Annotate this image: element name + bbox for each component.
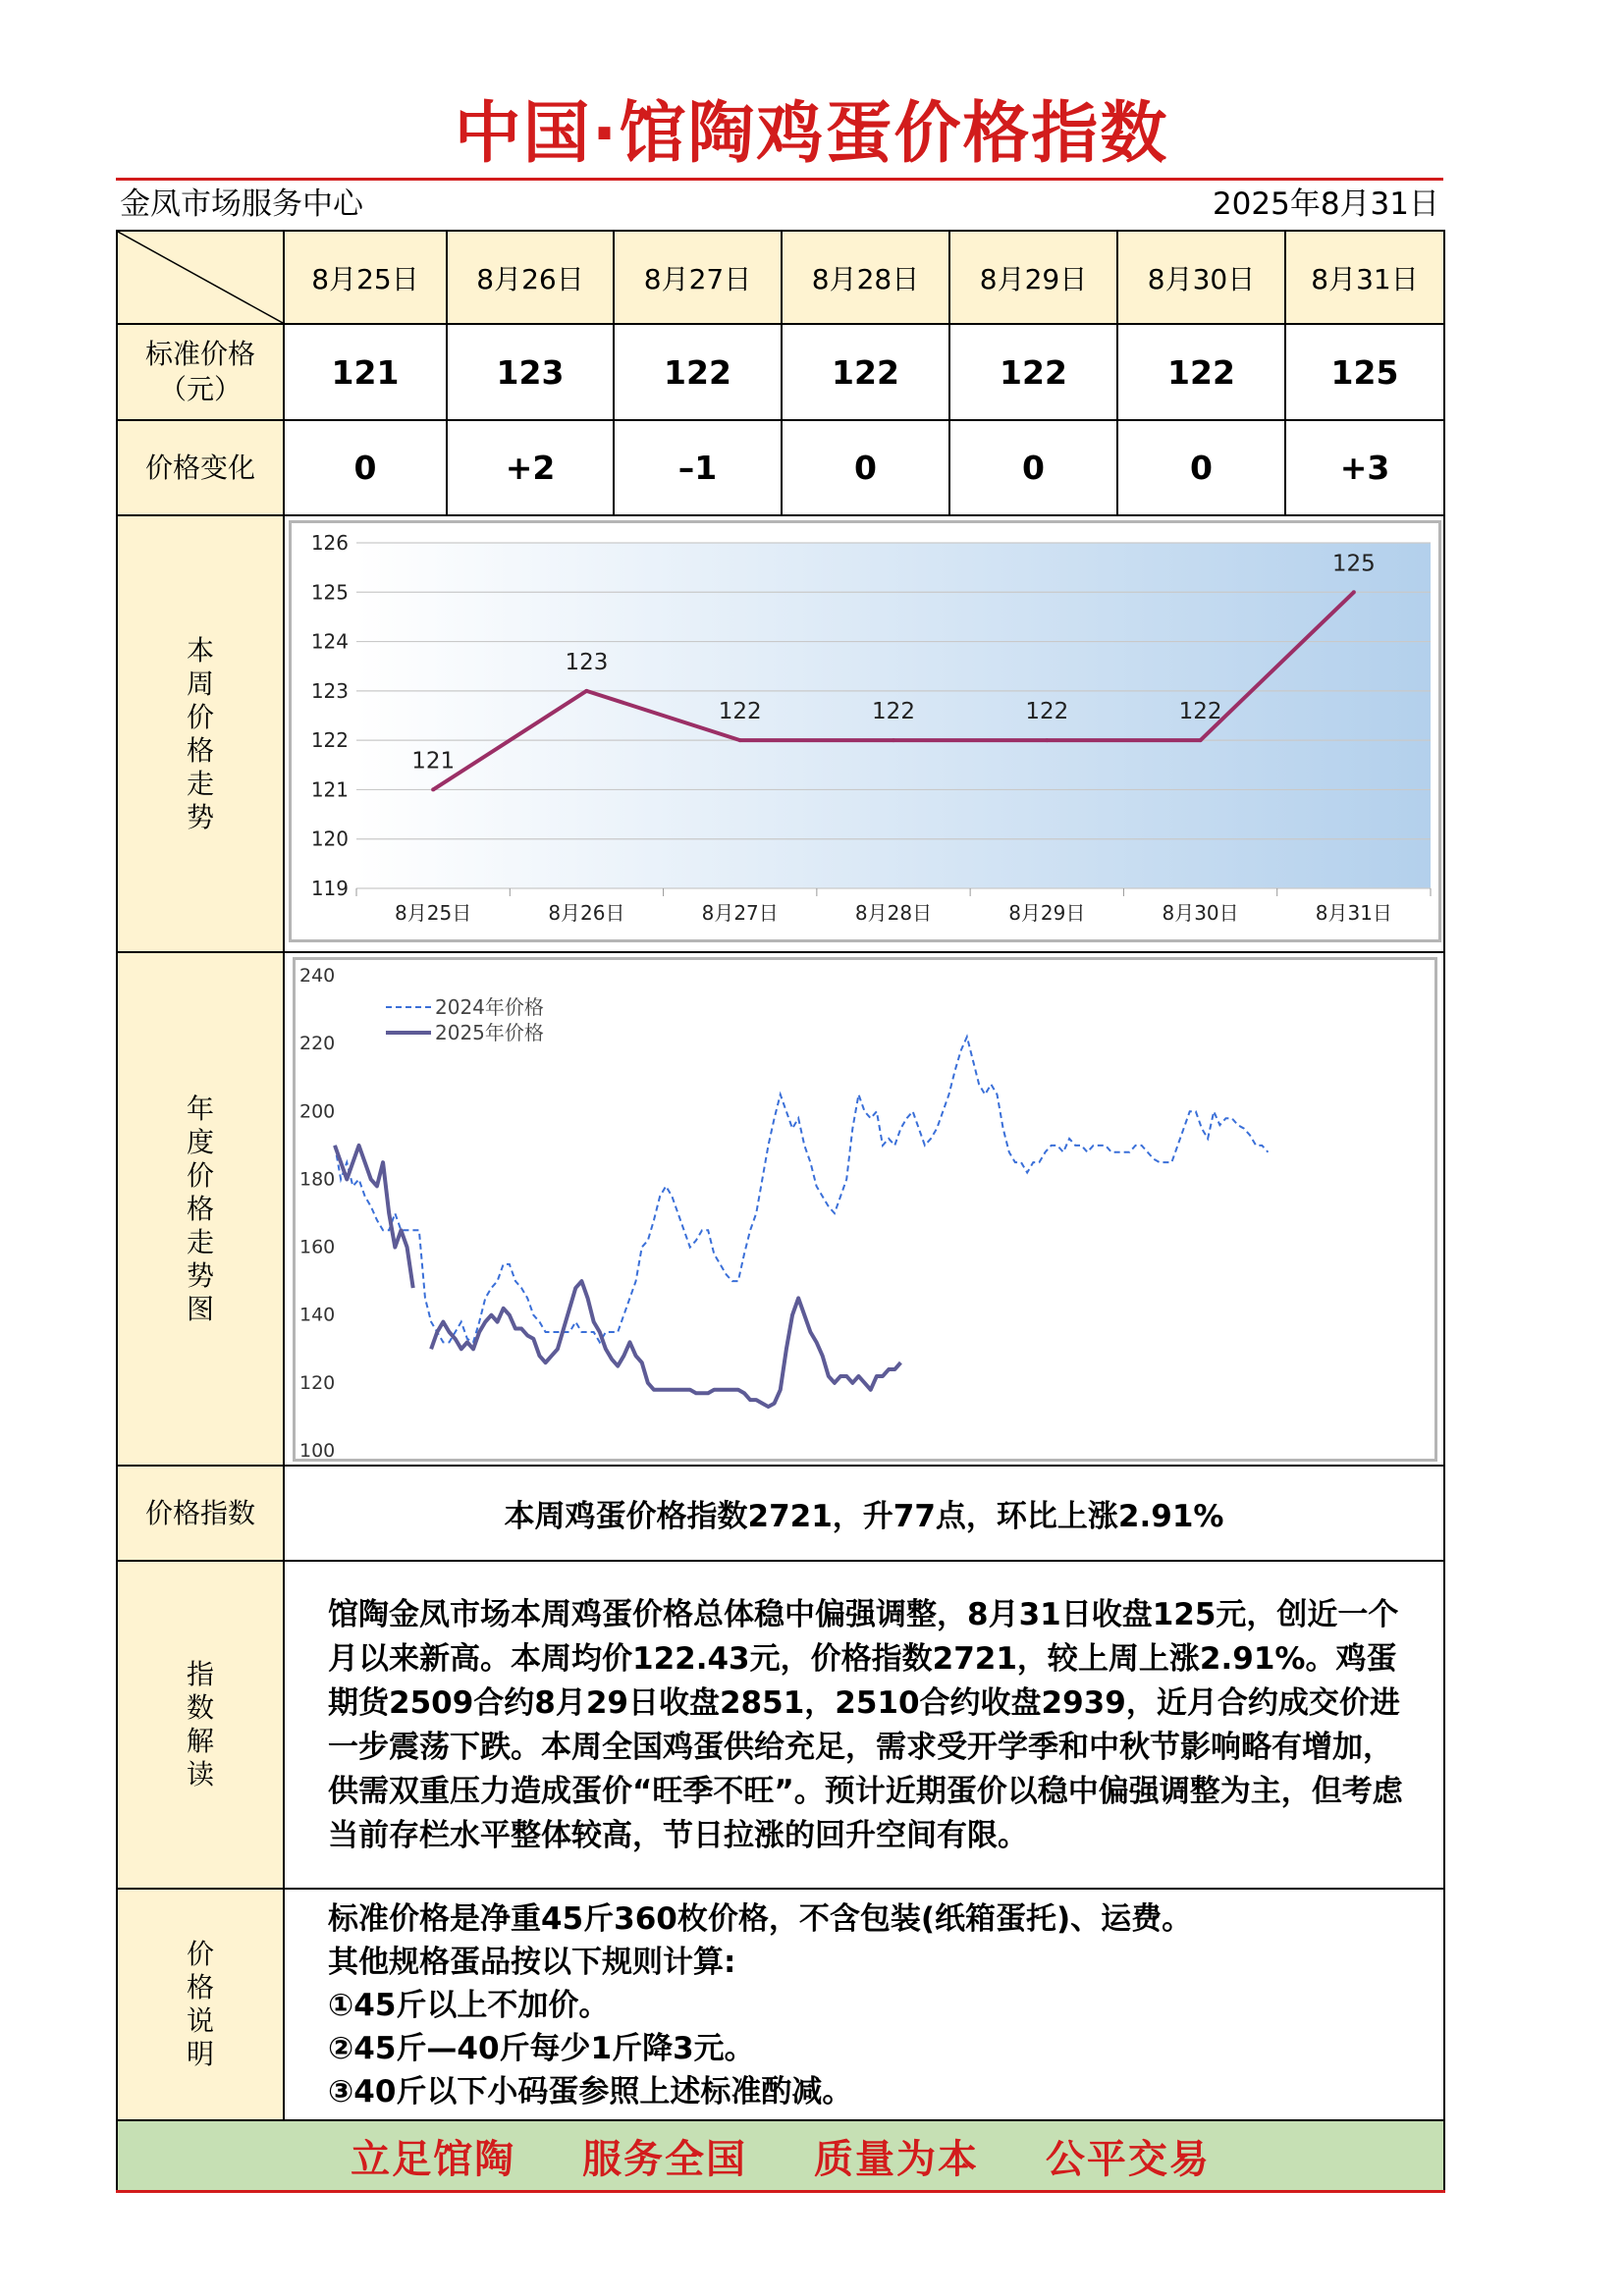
- data-label: 122: [1178, 699, 1222, 725]
- price-row: [117, 324, 1444, 420]
- organization-name: 金凤市场服务中心: [120, 187, 363, 222]
- data-label: 121: [411, 748, 456, 774]
- change-value: 0: [1117, 420, 1285, 515]
- price-value: 122: [1117, 324, 1285, 420]
- date-cell: 8月29日: [949, 231, 1117, 324]
- interpretation-label: 指 数 解 读: [117, 1561, 284, 1889]
- y-tick-label: 160: [299, 1236, 336, 1258]
- price-value: 122: [782, 324, 949, 420]
- index-row: [117, 1466, 1444, 1561]
- price-value: 123: [447, 324, 614, 420]
- slogan-item: 服务全国: [582, 2136, 748, 2182]
- footer-slogan: [117, 2120, 1444, 2192]
- date-cell: 8月27日: [614, 231, 782, 324]
- note-line: ③40斤以下小码蛋参照上述标准酌减。: [328, 2074, 853, 2109]
- change-label: 价格变化: [117, 420, 284, 515]
- date-cell: 8月28日: [782, 231, 949, 324]
- x-tick-label: 8月31日: [1315, 901, 1392, 925]
- index-summary: 本周鸡蛋价格指数2721，升77点，环比上涨2.91%: [284, 1466, 1444, 1561]
- diagonal-divider: [118, 232, 283, 323]
- slogan-item: 质量为本: [813, 2136, 979, 2182]
- slogan-item: 公平交易: [1045, 2136, 1211, 2182]
- legend-label-2025: 2025年价格: [435, 1021, 544, 1044]
- note-line: ②45斤—40斤每少1斤降3元。: [328, 2031, 755, 2066]
- x-tick-label: 8月29日: [1008, 901, 1086, 925]
- data-label: 122: [872, 699, 915, 725]
- y-tick-label: 180: [299, 1168, 336, 1191]
- price-value: 125: [1285, 324, 1444, 420]
- price-value: 122: [614, 324, 782, 420]
- date-header-row: [117, 231, 1444, 324]
- slogan-item: 立足馆陶: [351, 2136, 516, 2182]
- yearly-chart-cell: [284, 952, 1444, 1466]
- y-tick-label: 100: [299, 1440, 336, 1459]
- y-tick-label: 119: [310, 877, 349, 900]
- y-tick-label: 123: [310, 678, 349, 703]
- data-label: 122: [1025, 699, 1069, 725]
- yearly-price-chart: [296, 960, 1434, 1459]
- interpretation-text: 馆陶金凤市场本周鸡蛋价格总体稳中偏强调整，8月31日收盘125元，创近一个月以来新高。本周均价122.43元，价格指数2721，较上周上涨2.91%。鸡蛋期货2509合约8月29日收盘2851，2510合约收盘2939，近月合约成交价进一步震荡下跌。本周全国鸡蛋供给充足，需求受开学季和中秋节影响略有增加，供需双重压力造成蛋价“旺季不旺”。预计近期蛋价以稳中偏强调整为主，但考虑当前存栏水平整体较高，节日拉涨的回升空间有限。: [284, 1561, 1444, 1889]
- series-2025-line: [431, 1281, 900, 1407]
- series-2025-line: [335, 1146, 413, 1288]
- data-label: 125: [1331, 551, 1376, 577]
- weekly-chart-cell: [284, 515, 1444, 952]
- change-value: +2: [447, 420, 614, 515]
- data-point: [1352, 590, 1356, 594]
- yearly-trend-row: [117, 952, 1444, 1466]
- interpretation-row: [117, 1561, 1444, 1889]
- note-line: 其他规格蛋品按以下规则计算:: [328, 1945, 736, 1980]
- note-line: 标准价格是净重45斤360枚价格，不含包装(纸箱蛋托)、运费。: [328, 1901, 1193, 1937]
- page-title: 中国·馆陶鸡蛋价格指数: [454, 95, 1169, 173]
- y-tick-label: 126: [310, 531, 349, 555]
- x-tick-label: 8月26日: [548, 901, 625, 925]
- price-value: 121: [284, 324, 447, 420]
- date-cell: 8月26日: [447, 231, 614, 324]
- data-point: [738, 738, 742, 742]
- x-tick-label: 8月25日: [395, 901, 472, 925]
- y-tick-label: 120: [299, 1371, 336, 1394]
- yearly-chart-frame: [293, 957, 1437, 1462]
- y-tick-label: 124: [310, 629, 349, 654]
- legend-label-2024: 2024年价格: [435, 995, 544, 1019]
- title-underline: [116, 178, 1443, 181]
- data-label: 122: [718, 699, 762, 725]
- y-tick-label: 122: [310, 728, 349, 753]
- y-tick-label: 125: [310, 580, 349, 605]
- x-tick-label: 8月27日: [701, 901, 779, 925]
- change-row: [117, 420, 1444, 515]
- date-cell: 8月25日: [284, 231, 447, 324]
- x-tick-label: 8月30日: [1162, 901, 1239, 925]
- y-tick-label: 200: [299, 1100, 336, 1123]
- index-label: 价格指数: [117, 1466, 284, 1561]
- y-tick-label: 120: [310, 827, 349, 851]
- date-cell: 8月30日: [1117, 231, 1285, 324]
- y-tick-label: 140: [299, 1304, 336, 1326]
- change-value: 0: [782, 420, 949, 515]
- data-point: [431, 787, 435, 791]
- yearly-trend-label: 年 度 价 格 走 势 图: [117, 952, 284, 1466]
- weekly-price-chart: [292, 523, 1438, 939]
- footer-row: [117, 2120, 1444, 2192]
- notes-label: 价 格 说 明: [117, 1889, 284, 2120]
- notes-row: [117, 1889, 1444, 2120]
- x-tick-label: 8月28日: [854, 901, 933, 925]
- date-cell: 8月31日: [1285, 231, 1444, 324]
- data-point: [1045, 738, 1049, 742]
- price-value: 122: [949, 324, 1117, 420]
- data-label: 123: [565, 649, 609, 675]
- y-tick-label: 240: [299, 965, 336, 987]
- change-value: 0: [284, 420, 447, 515]
- weekly-trend-row: [117, 515, 1444, 952]
- change-value: –1: [614, 420, 782, 515]
- y-tick-label: 220: [299, 1033, 336, 1055]
- change-value: +3: [1285, 420, 1444, 515]
- price-notes: [284, 1889, 1444, 2120]
- weekly-chart-frame: [289, 520, 1441, 942]
- data-point: [584, 689, 588, 693]
- weekly-trend-label: 本 周 价 格 走 势: [117, 515, 284, 952]
- price-label: 标准价格 （元）: [117, 324, 284, 420]
- corner-cell: [117, 231, 284, 324]
- data-point: [892, 738, 895, 742]
- series-2024-line: [335, 1037, 1268, 1342]
- note-line: ①45斤以上不加价。: [328, 1988, 610, 2023]
- report-date: 2025年8月31日: [1212, 187, 1439, 222]
- data-point: [1199, 738, 1203, 742]
- change-value: 0: [949, 420, 1117, 515]
- y-tick-label: 121: [310, 777, 349, 802]
- price-index-table: [116, 230, 1443, 2193]
